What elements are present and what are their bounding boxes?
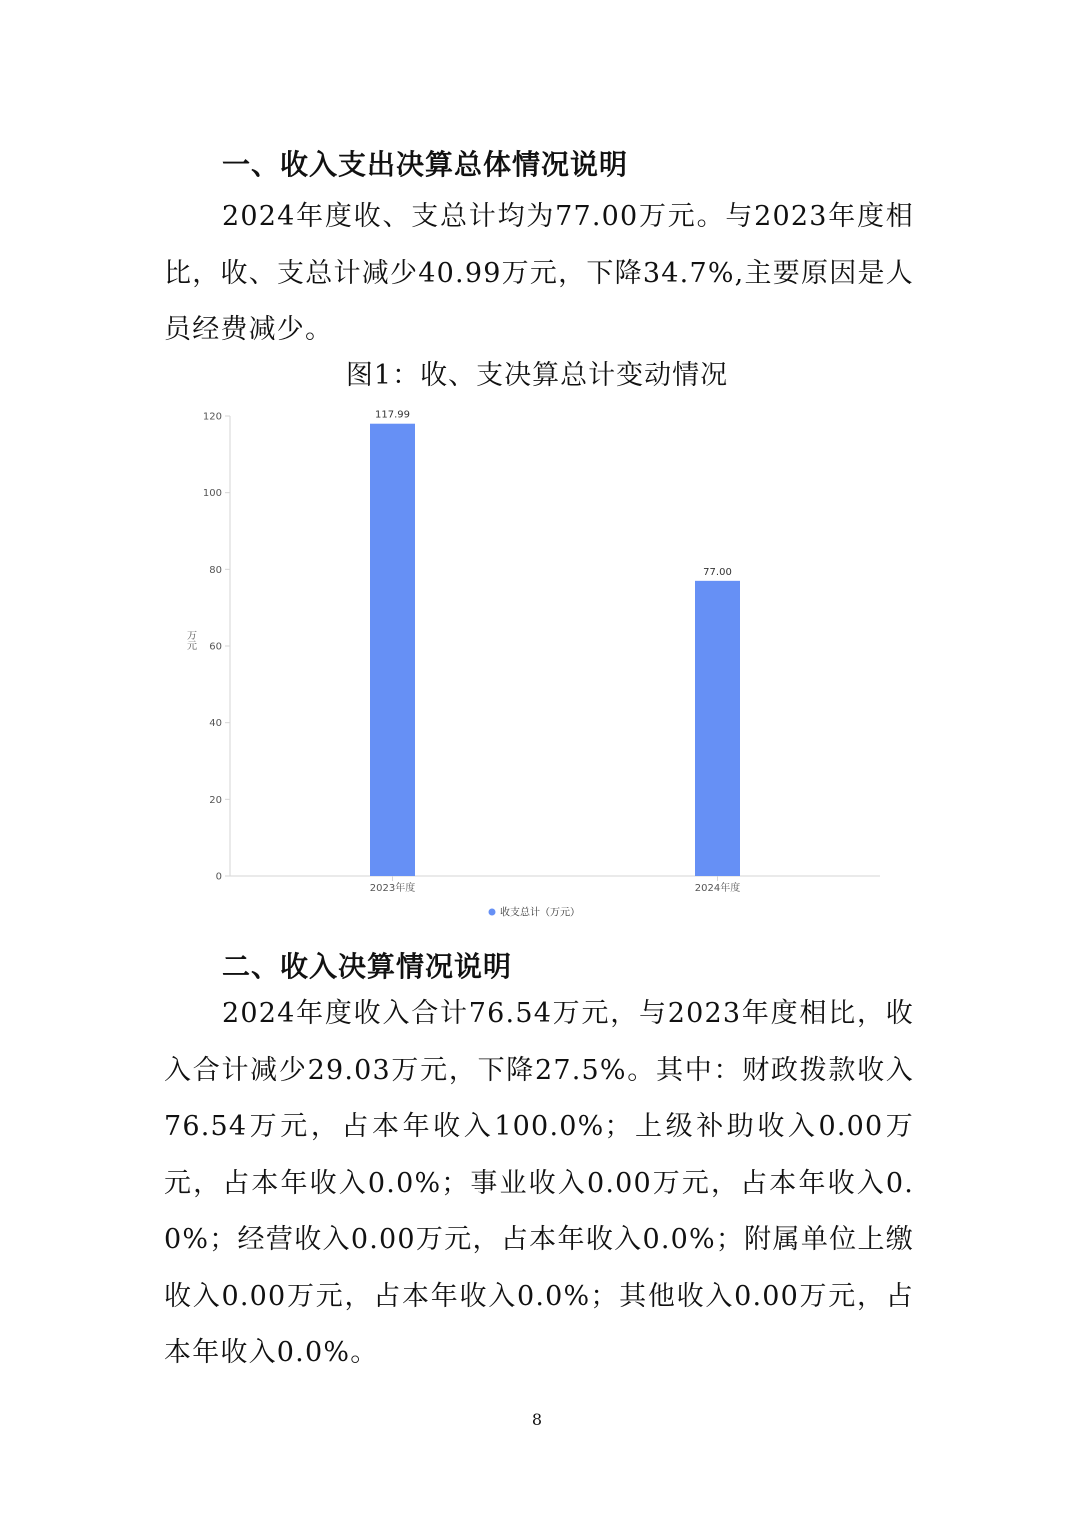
y-tick-label: 120	[202, 411, 222, 423]
x-tick-label: 2023年度	[369, 883, 416, 894]
bar	[695, 581, 740, 876]
y-tick-label: 20	[209, 794, 222, 806]
figure1-caption: 图1：收、支决算总计变动情况	[345, 360, 729, 391]
section1-heading: 一、收入支出决算总体情况说明	[222, 148, 629, 181]
x-tick-label: 2024年度	[694, 883, 741, 894]
bar	[370, 424, 415, 876]
y-tick-label: 60	[209, 641, 222, 653]
y-tick-label: 0	[215, 871, 222, 883]
legend-label: 收支总计（万元）	[500, 907, 580, 919]
bar-data-label: 117.99	[375, 409, 410, 421]
bar-data-label: 77.00	[703, 566, 732, 578]
legend-marker	[489, 909, 496, 916]
page-number: 8	[531, 1410, 543, 1429]
y-tick-label: 100	[202, 488, 222, 500]
section2-heading: 二、收入决算情况说明	[222, 950, 513, 983]
y-tick-label: 40	[209, 718, 222, 730]
y-tick-label: 80	[209, 564, 222, 576]
y-axis-title: 万元	[184, 630, 196, 650]
section1-paragraph: 2024年度收、支总计均为77.00万元。与2023年度相比，收、支总计减少40.99万元，下降34.7%,主要原因是人员经费减少。	[164, 201, 914, 345]
section2-paragraph: 2024年度收入合计76.54万元，与2023年度相比，收入合计减少29.03万元，下降27.5%。其中：财政拨款收入76.54万元，占本年收入100.0%；上级补助收入0.00万元，占本年收入0.0%；事业收入0.00万元，占本年收入0.0%；经营收入0.00万元，占本年收入0.0%；附属单位上缴收入0.00万元，占本年收入0.0%；其他收入0.00万元，占本年收入0.0%。	[164, 998, 914, 1368]
